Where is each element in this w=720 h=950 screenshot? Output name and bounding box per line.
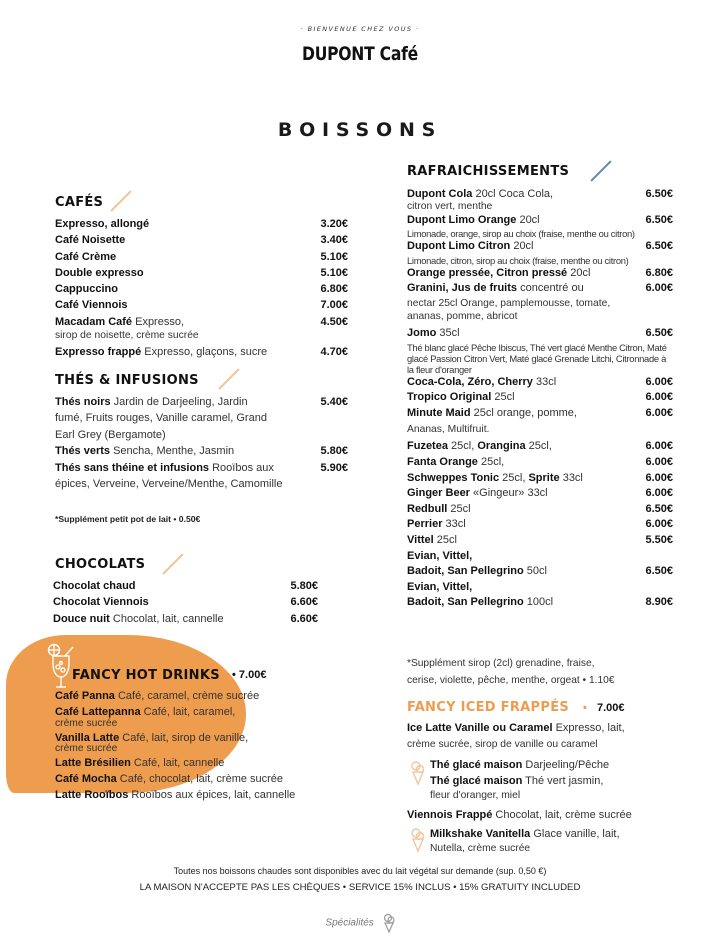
section-title-rafraichissements: RAFRAICHISSEMENTS <box>407 164 570 179</box>
menu-item: Minute Maid 25cl orange, pomme, Ananas, Multifruit. 6.00€ <box>407 406 673 436</box>
milkshake-row <box>430 826 690 856</box>
menu-item: Latte Brésilien Café, lait, cannelle <box>55 756 225 769</box>
fancy-iced-list <box>407 720 687 753</box>
menu-item: Dupont Cola 20cl Coca Cola, citron vert, menthe 6.50€ <box>407 188 673 212</box>
specialites-legend <box>0 913 720 933</box>
menu-item: Evian, Vittel, <box>407 549 473 562</box>
ice-cream-icon <box>410 760 426 786</box>
menu-item: Redbull 25cl 6.50€ <box>407 502 673 515</box>
menu-item: Thé glacé maison Darjeeling/Pêche <box>430 759 610 771</box>
menu-item: Vittel 25cl 5.50€ <box>407 533 673 546</box>
menu-item: Chocolat Viennois 6.60€ <box>53 596 318 609</box>
menu-item: Evian, Vittel, <box>407 580 473 593</box>
menu-item: Schweppes Tonic 25cl, Sprite 33cl 6.00€ <box>407 471 673 484</box>
menu-item: Tropico Original 25cl 6.00€ <box>407 391 673 404</box>
thes-list <box>55 394 348 492</box>
section-title-thes: THÉS & INFUSIONS <box>55 373 199 388</box>
menu-item: Coca-Cola, Zéro, Cherry 33cl 6.00€ <box>407 375 673 388</box>
menu-item: Dupont Limo Citron 20cl Limonade, citron, sirop au choix (fraise, menthe ou citron) 6.50€ <box>407 240 673 266</box>
menu-item: Thés noirs Jardin de Darjeeling, Jardin fumé, Fruits rouges, Vanille caramel, Grand Earl Grey (Bergamote) 5.40€ <box>55 396 348 441</box>
cafes-list <box>55 216 348 360</box>
menu-item: Perrier 33cl 6.00€ <box>407 518 673 531</box>
menu-item: Thés sans théine et infusions Rooïbos aux épices, Verveine, Verveine/Menthe, Camomille 5.90€ <box>55 461 348 491</box>
menu-item: Fanta Orange 25cl, 6.00€ <box>407 455 673 468</box>
menu-item: Expresso, allongé 3.20€ <box>55 218 348 230</box>
slash-decoration-icon <box>110 190 131 211</box>
milk-supplement-note: *Supplément petit pot de lait • 0.50€ <box>55 514 201 524</box>
bullet-separator: • <box>583 702 587 714</box>
fancy-hot-drinks-price: • 7.00€ <box>232 669 267 681</box>
ice-cream-icon <box>383 913 395 933</box>
section-title-fancy-iced-frappes: FANCY ICED FRAPPÉS <box>407 700 570 715</box>
fancy-iced-frappes-price: 7.00€ <box>597 702 625 714</box>
menu-item: Ice Latte Vanille ou Caramel Expresso, lait, crème sucrée, sirop de vanille ou caramel <box>407 722 625 751</box>
menu-item: Café Lattepanna Café, lait, caramel, crème sucrée <box>55 706 236 729</box>
menu-item: Café Viennois 7.00€ <box>55 299 348 312</box>
menu-item: Double expresso 5.10€ <box>55 266 348 279</box>
page-title: BOISSONS <box>277 119 443 141</box>
section-title-chocolats: CHOCOLATS <box>55 557 146 572</box>
section-title-fancy-hot-drinks: FANCY HOT DRINKS <box>72 668 220 683</box>
menu-item: Café Mocha Café, chocolat, lait, crème sucrée <box>55 773 284 786</box>
iced-tea-list <box>430 758 690 803</box>
menu-item: Latte Rooïbos Rooïbos aux épices, lait, cannelle <box>55 789 296 802</box>
welcome-tagline: · BIENVENUE CHEZ VOUS · <box>300 25 420 33</box>
syrup-note-line2: cerise, violette, pêche, menthe, orgeat • 1.10€ <box>407 675 615 686</box>
menu-item: Macadam Café Expresso, sirop de noisette, crème sucrée 4.50€ <box>55 315 348 342</box>
slash-decoration-icon <box>218 368 239 389</box>
section-title-cafes: CAFÉS <box>55 195 104 210</box>
syrup-supplement-note <box>407 655 614 689</box>
ice-cream-icon <box>410 827 426 853</box>
cocktail-glass-icon <box>47 643 75 691</box>
menu-item: Cappuccino 6.80€ <box>55 283 348 296</box>
fancy-hot-drinks-list <box>55 688 345 804</box>
menu-item: Café Crème 5.10€ <box>55 250 348 263</box>
menu-item: Douce nuit Chocolat, lait, cannelle 6.60€ <box>53 612 318 625</box>
menu-item: Ginger Beer «Gingeur» 33cl 6.00€ <box>407 487 673 500</box>
menu-item: Dupont Limo Orange 20cl Limonade, orange, sirop au choix (fraise, menthe ou citron) 6.50€ <box>407 213 673 240</box>
menu-item: Expresso frappé Expresso, glaçons, sucre 4.70€ <box>55 346 348 359</box>
rafraichissements-list <box>407 187 673 611</box>
menu-item: Milkshake Vanitella Glace vanille, lait, Nutella, crème sucrée <box>430 828 620 855</box>
syrup-note-line1: *Supplément sirop (2cl) grenadine, fraise, <box>407 658 595 669</box>
slash-decoration-icon <box>590 160 611 181</box>
menu-item: Café Panna Café, caramel, crème sucrée <box>55 690 260 702</box>
chocolats-list <box>53 578 318 627</box>
brand-name: DUPONT Café <box>302 43 418 65</box>
menu-item: Fuzetea 25cl, Orangina 25cl, 6.00€ <box>407 440 673 453</box>
specialites-label: Spécialités <box>325 917 374 929</box>
menu-item: Granini, Jus de fruits concentré ou nectar 25cl Orange, pamplemousse, tomate, ananas, pomme, abricot 6.00€ <box>407 282 673 322</box>
footer-payment-service-note: LA MAISON N'ACCEPTE PAS LES CHÈQUES • SERVICE 15% INCLUS • 15% GRATUITY INCLUDED <box>139 882 581 893</box>
menu-item: Café Noisette 3.40€ <box>55 234 348 247</box>
menu-item: Thés verts Sencha, Menthe, Jasmin 5.80€ <box>55 445 348 458</box>
menu-item: Jomo 35cl Thé blanc glacé Pêche Ibiscus, Thé vert glacé Menthe Citron, Maté glacé Passion Citron Vert, Maté glacé Grenade Litchi, Citronnade à la fleur d'oranger 6.50€ <box>407 326 673 375</box>
menu-item: Vanilla Latte Café, lait, sirop de vanille, crème sucrée <box>55 731 249 754</box>
menu-item: Badoit, San Pellegrino 50cl 6.50€ <box>407 565 673 578</box>
viennois-frappe-row <box>407 807 687 823</box>
menu-item: Badoit, San Pellegrino 100cl 8.90€ <box>407 596 673 609</box>
slash-decoration-icon <box>162 553 183 574</box>
menu-item: Chocolat chaud 5.80€ <box>53 580 318 592</box>
menu-item: Viennois Frappé Chocolat, lait, crème sucrée <box>407 809 632 821</box>
menu-item: Orange pressée, Citron pressé 20cl 6.80€ <box>407 266 673 279</box>
menu-item: Thé glacé maison Thé vert jasmin, fleur d'oranger, miel <box>430 774 604 801</box>
footer-vegetal-milk-note: Toutes nos boissons chaudes sont disponibles avec du lait végétal sur demande (sup. 0,50 €) <box>173 866 547 876</box>
